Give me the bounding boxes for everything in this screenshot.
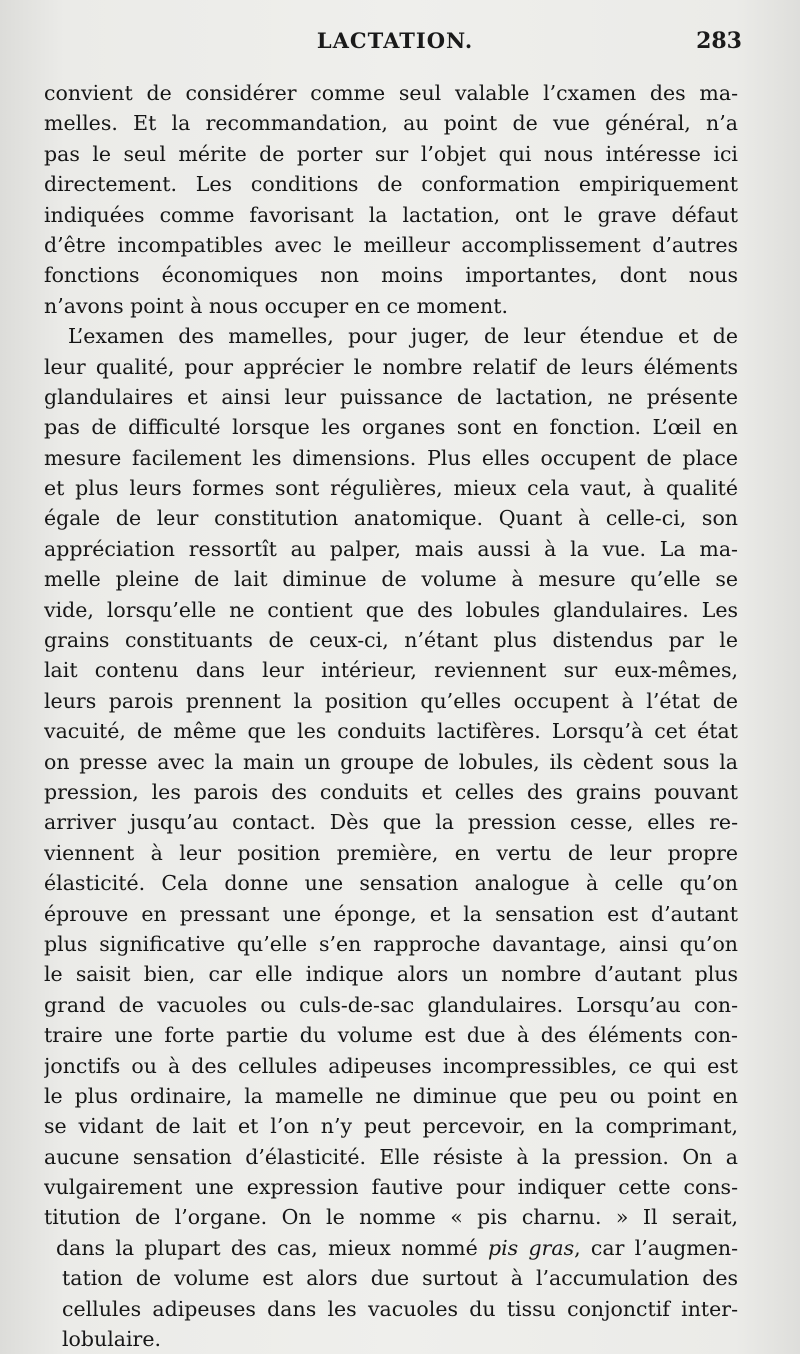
- text-line: pression, les parois des conduits et celles des grains pouvant: [44, 779, 738, 804]
- text-line: le plus ordinaire, la mamelle ne diminue que peu ou point en: [44, 1083, 738, 1108]
- text-line: grand de vacuoles ou culs-de-sac glandulaires. Lorsqu’au con-: [44, 992, 738, 1017]
- text-line: directement. Les conditions de conformation empiriquement: [44, 172, 738, 197]
- text-line: glandulaires et ainsi leur puissance de lactation, ne présente: [44, 384, 738, 409]
- text-line: tation de volume est alors due surtout à l’accumulation des: [62, 1266, 738, 1291]
- text-line: lait contenu dans leur intérieur, reviennent sur eux-mêmes,: [44, 658, 738, 683]
- text-line: melle pleine de lait diminue de volume à mesure qu’elle se: [44, 567, 738, 592]
- text-line: et plus leurs formes sont régulières, mieux cela vaut, à qualité: [44, 476, 738, 501]
- text-line: plus significative qu’elle s’en rapproche davantage, ainsi qu’on: [44, 931, 738, 956]
- text-line: égale de leur constitution anatomique. Quant à celle-ci, son: [44, 506, 738, 531]
- text-line: indiquées comme favorisant la lactation, ont le grave défaut: [44, 202, 738, 227]
- text-line: arriver jusqu’au contact. Dès que la pression cesse, elles re-: [44, 810, 738, 835]
- text-line: mesure facilement les dimensions. Plus elles occupent de place: [44, 445, 738, 470]
- text-line: pas le seul mérite de porter sur l’objet qui nous intéresse ici: [44, 141, 738, 166]
- text-line: vacuité, de même que les conduits lactifères. Lorsqu’à cet état: [44, 719, 738, 744]
- text-line: n’avons point à nous occuper en ce moment.: [44, 293, 508, 318]
- text-line: traire une forte partie du volume est due à des éléments con-: [44, 1023, 738, 1048]
- running-title: LACTATION.: [316, 28, 474, 53]
- text-line: le saisit bien, car elle indique alors un nombre d’autant plus: [44, 962, 738, 987]
- text-line: se vidant de lait et l’on n’y peut percevoir, en la comprimant,: [44, 1114, 738, 1139]
- text-line: pas de difficulté lorsque les organes sont en fonction. L’œil en: [44, 415, 738, 440]
- text-line: vide, lorsqu’elle ne contient que des lobules glandulaires. Les: [44, 597, 738, 622]
- text-line: élasticité. Cela donne une sensation analogue à celle qu’on: [44, 871, 738, 896]
- page-header: [48, 28, 742, 60]
- text-line: viennent à leur position première, en vertu de leur propre: [44, 840, 738, 865]
- text-line: jonctifs ou à des cellules adipeuses incompressibles, ce qui est: [44, 1053, 738, 1078]
- italic-term: pis gras: [487, 1235, 575, 1260]
- text-line: aucune sensation d’élasticité. Elle résiste à la pression. On a: [44, 1144, 738, 1169]
- text-line: leurs parois prennent la position qu’elles occupent à l’état de: [44, 688, 738, 713]
- text-line: [44, 1233, 738, 1263]
- text-line: d’être incompatibles avec le meilleur accomplissement d’autres: [44, 232, 738, 257]
- page-number: 283: [696, 28, 742, 54]
- text-line: éprouve en pressant une éponge, et la sensation est d’autant: [44, 901, 738, 926]
- text-line: on presse avec la main un groupe de lobules, ils cèdent sous la: [44, 749, 738, 774]
- text-line: melles. Et la recommandation, au point de vue général, n’a: [44, 111, 738, 136]
- text-segment: dans la plupart des cas, mieux nommé: [56, 1235, 488, 1260]
- text-line: L’examen des mamelles, pour juger, de leur étendue et de: [68, 324, 738, 349]
- text-segment: , car l’augmen-: [574, 1235, 738, 1260]
- text-line: leur qualité, pour apprécier le nombre relatif de leurs éléments: [44, 354, 738, 379]
- text-line: appréciation ressortît au palper, mais aussi à la vue. La ma-: [44, 536, 738, 561]
- text-line: lobulaire.: [62, 1327, 162, 1352]
- body-text: [44, 78, 738, 1354]
- text-line: titution de l’organe. On le nomme « pis charnu. » Il serait,: [44, 1205, 738, 1230]
- text-line: cellules adipeuses dans les vacuoles du tissu conjonctif inter-: [62, 1296, 738, 1321]
- text-line: grains constituants de ceux-ci, n’étant plus distendus par le: [44, 628, 738, 653]
- text-line: vulgairement une expression fautive pour indiquer cette cons-: [44, 1175, 738, 1200]
- text-line: fonctions économiques non moins importantes, dont nous: [44, 263, 738, 288]
- text-line: convient de considérer comme seul valable l’cxamen des ma-: [44, 81, 738, 105]
